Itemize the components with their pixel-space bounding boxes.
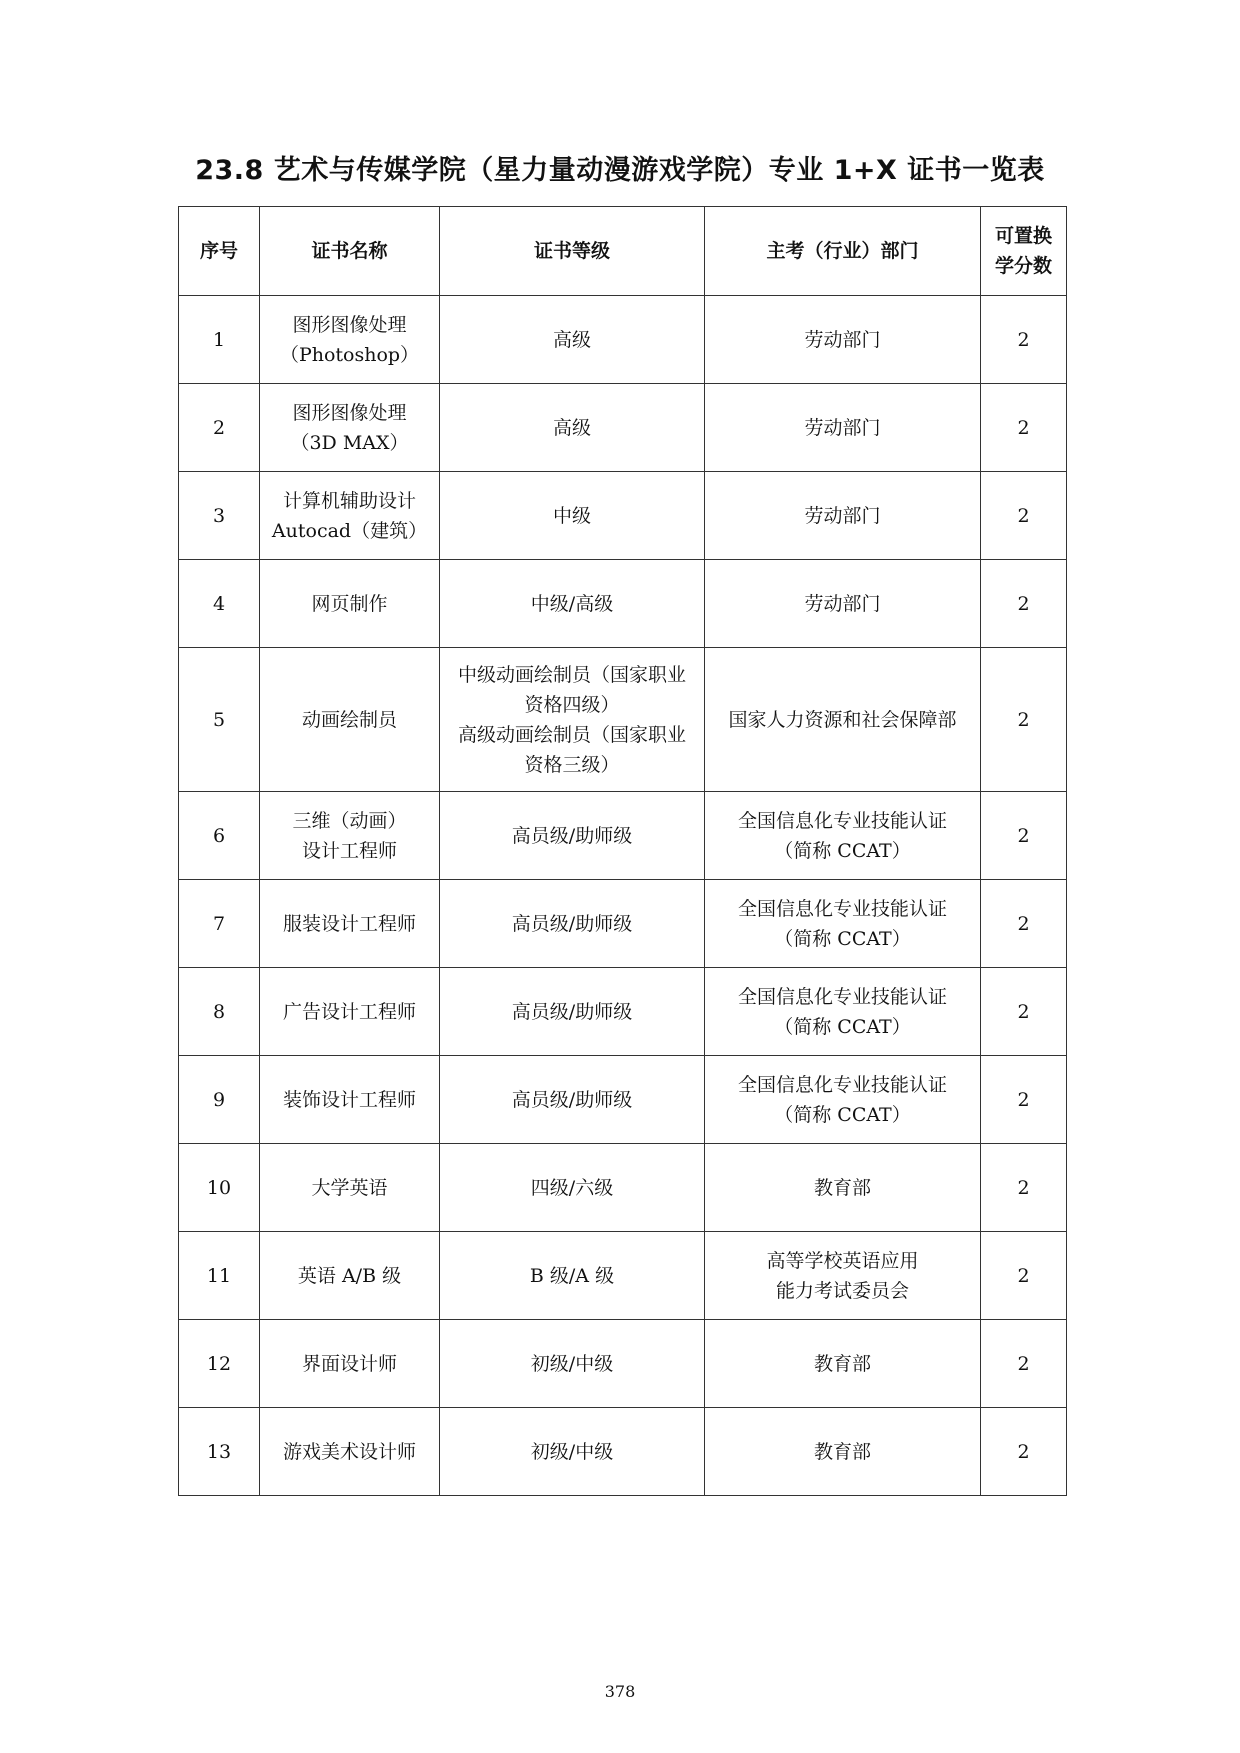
cell-index: 13 <box>179 1408 260 1496</box>
cell-credits: 2 <box>981 880 1067 968</box>
cell-authority-line: 教育部 <box>813 1440 871 1463</box>
cell-credits: 2 <box>981 560 1067 648</box>
cell-name <box>260 792 440 880</box>
cell-level <box>440 472 705 560</box>
cell-name-line: 图形图像处理 <box>292 313 407 336</box>
cell-index: 4 <box>179 560 260 648</box>
cell-authority-line: 国家人力资源和社会保障部 <box>728 708 957 731</box>
cell-name <box>260 968 440 1056</box>
cell-name-line: 英语 A/B 级 <box>297 1264 402 1287</box>
table-row <box>179 880 1067 968</box>
cell-authority-line: 劳动部门 <box>804 328 881 351</box>
certificate-table <box>178 206 1067 1496</box>
cell-index: 5 <box>179 648 260 792</box>
cell-name-line: （3D MAX） <box>290 431 409 454</box>
cell-authority <box>705 1232 981 1320</box>
table-row <box>179 1144 1067 1232</box>
table-row <box>179 968 1067 1056</box>
cell-index: 11 <box>179 1232 260 1320</box>
cell-index: 7 <box>179 880 260 968</box>
cell-level <box>440 792 705 880</box>
cell-credits: 2 <box>981 648 1067 792</box>
table-row <box>179 1056 1067 1144</box>
cell-authority <box>705 384 981 472</box>
cell-index: 2 <box>179 384 260 472</box>
cell-level-line: 初级/中级 <box>530 1440 614 1463</box>
header-credits-line: 学分数 <box>994 255 1052 277</box>
cell-level-line: 高员级/助师级 <box>511 912 633 935</box>
cell-authority <box>705 968 981 1056</box>
cell-credits: 2 <box>981 1408 1067 1496</box>
cell-authority-line: （简称 CCAT） <box>774 1103 911 1126</box>
table-row <box>179 472 1067 560</box>
cell-level <box>440 296 705 384</box>
cell-authority <box>705 648 981 792</box>
cell-level <box>440 1232 705 1320</box>
cell-name-line: 计算机辅助设计 <box>282 489 416 512</box>
page-number: 378 <box>604 1682 636 1701</box>
cell-authority-line: 劳动部门 <box>804 504 881 527</box>
cell-level-line: 四级/六级 <box>530 1176 614 1199</box>
cell-level-line: 资格三级） <box>524 753 620 776</box>
cell-credits: 2 <box>981 296 1067 384</box>
cell-level-line: 高级动画绘制员（国家职业 <box>457 723 686 746</box>
cell-authority-line: 全国信息化专业技能认证 <box>737 897 947 920</box>
cell-authority <box>705 1144 981 1232</box>
cell-name-line: 服装设计工程师 <box>282 912 416 935</box>
cell-name-line: 游戏美术设计师 <box>282 1440 416 1463</box>
cell-authority-line: 全国信息化专业技能认证 <box>737 985 947 1008</box>
cell-level-line: 高员级/助师级 <box>511 1088 633 1111</box>
cell-credits: 2 <box>981 1232 1067 1320</box>
cell-name-line: 图形图像处理 <box>292 401 407 424</box>
cell-level <box>440 1056 705 1144</box>
cell-authority-line: 全国信息化专业技能认证 <box>737 809 947 832</box>
table-row <box>179 648 1067 792</box>
cell-credits: 2 <box>981 1320 1067 1408</box>
cell-name <box>260 1408 440 1496</box>
page-title: 23.8 艺术与传媒学院（星力量动漫游戏学院）专业 1+X 证书一览表 <box>195 155 1045 186</box>
cell-name-line: 三维（动画） <box>292 809 407 832</box>
cell-level-line: 高级 <box>552 416 591 439</box>
cell-name <box>260 384 440 472</box>
cell-name <box>260 1232 440 1320</box>
cell-authority-line: 劳动部门 <box>804 592 881 615</box>
table-body <box>179 296 1067 1496</box>
cell-name-line: Autocad（建筑） <box>271 519 428 542</box>
cell-name-line: 装饰设计工程师 <box>282 1088 416 1111</box>
cell-level <box>440 384 705 472</box>
cell-level-line: 高级 <box>552 328 591 351</box>
cell-name-line: 动画绘制员 <box>301 708 397 731</box>
cell-authority <box>705 472 981 560</box>
cell-level-line: 资格四级） <box>524 693 620 716</box>
header-credits <box>981 207 1067 296</box>
cell-index: 8 <box>179 968 260 1056</box>
cell-authority-line: （简称 CCAT） <box>774 1015 911 1038</box>
table-row <box>179 384 1067 472</box>
cell-authority-line: 劳动部门 <box>804 416 881 439</box>
cell-authority <box>705 1408 981 1496</box>
header-name: 证书名称 <box>260 207 440 296</box>
cell-credits: 2 <box>981 384 1067 472</box>
cell-level <box>440 1408 705 1496</box>
cell-index: 10 <box>179 1144 260 1232</box>
cell-level <box>440 880 705 968</box>
header-level: 证书等级 <box>440 207 705 296</box>
cell-level-line: 中级 <box>552 504 591 527</box>
cell-name <box>260 1144 440 1232</box>
cell-level-line: 高员级/助师级 <box>511 1000 633 1023</box>
cell-name <box>260 472 440 560</box>
cell-authority <box>705 792 981 880</box>
cell-index: 3 <box>179 472 260 560</box>
cell-level-line: 高员级/助师级 <box>511 824 633 847</box>
cell-credits: 2 <box>981 968 1067 1056</box>
cell-name <box>260 648 440 792</box>
table-row <box>179 1408 1067 1496</box>
cell-level-line: 中级/高级 <box>530 592 614 615</box>
cell-authority <box>705 1320 981 1408</box>
cell-name-line: 设计工程师 <box>301 839 397 862</box>
cell-authority <box>705 296 981 384</box>
table-row <box>179 560 1067 648</box>
cell-level <box>440 968 705 1056</box>
cell-name-line: 大学英语 <box>311 1176 388 1199</box>
header-credits-line: 可置换 <box>994 225 1052 247</box>
cell-index: 12 <box>179 1320 260 1408</box>
cell-level-line: B 级/A 级 <box>529 1264 615 1287</box>
table-row <box>179 792 1067 880</box>
cell-level <box>440 560 705 648</box>
cell-authority <box>705 880 981 968</box>
cell-authority <box>705 560 981 648</box>
cell-level <box>440 1320 705 1408</box>
cell-name-line: （Photoshop） <box>279 343 420 366</box>
cell-name <box>260 1056 440 1144</box>
cell-level-line: 中级动画绘制员（国家职业 <box>457 663 686 686</box>
cell-authority-line: （简称 CCAT） <box>774 839 911 862</box>
cell-level <box>440 648 705 792</box>
cell-credits: 2 <box>981 792 1067 880</box>
cell-name <box>260 560 440 648</box>
cell-credits: 2 <box>981 1144 1067 1232</box>
cell-name <box>260 1320 440 1408</box>
cell-authority-line: （简称 CCAT） <box>774 927 911 950</box>
cell-index: 6 <box>179 792 260 880</box>
cell-index: 9 <box>179 1056 260 1144</box>
cell-name-line: 界面设计师 <box>301 1352 397 1375</box>
cell-level-line: 初级/中级 <box>530 1352 614 1375</box>
cell-authority-line: 高等学校英语应用 <box>766 1249 919 1272</box>
cell-authority-line: 教育部 <box>813 1352 871 1375</box>
cell-name <box>260 296 440 384</box>
table-row <box>179 296 1067 384</box>
cell-level <box>440 1144 705 1232</box>
table-row <box>179 1232 1067 1320</box>
cell-credits: 2 <box>981 472 1067 560</box>
cell-authority-line: 全国信息化专业技能认证 <box>737 1073 947 1096</box>
cell-name <box>260 880 440 968</box>
cell-credits: 2 <box>981 1056 1067 1144</box>
cell-authority-line: 能力考试委员会 <box>775 1279 909 1302</box>
table-row <box>179 1320 1067 1408</box>
header-authority: 主考（行业）部门 <box>705 207 981 296</box>
cell-authority-line: 教育部 <box>813 1176 871 1199</box>
cell-authority <box>705 1056 981 1144</box>
cell-name-line: 网页制作 <box>311 592 388 615</box>
cell-name-line: 广告设计工程师 <box>282 1000 416 1023</box>
header-index: 序号 <box>179 207 260 296</box>
cell-index: 1 <box>179 296 260 384</box>
table-header-row <box>179 207 1067 296</box>
